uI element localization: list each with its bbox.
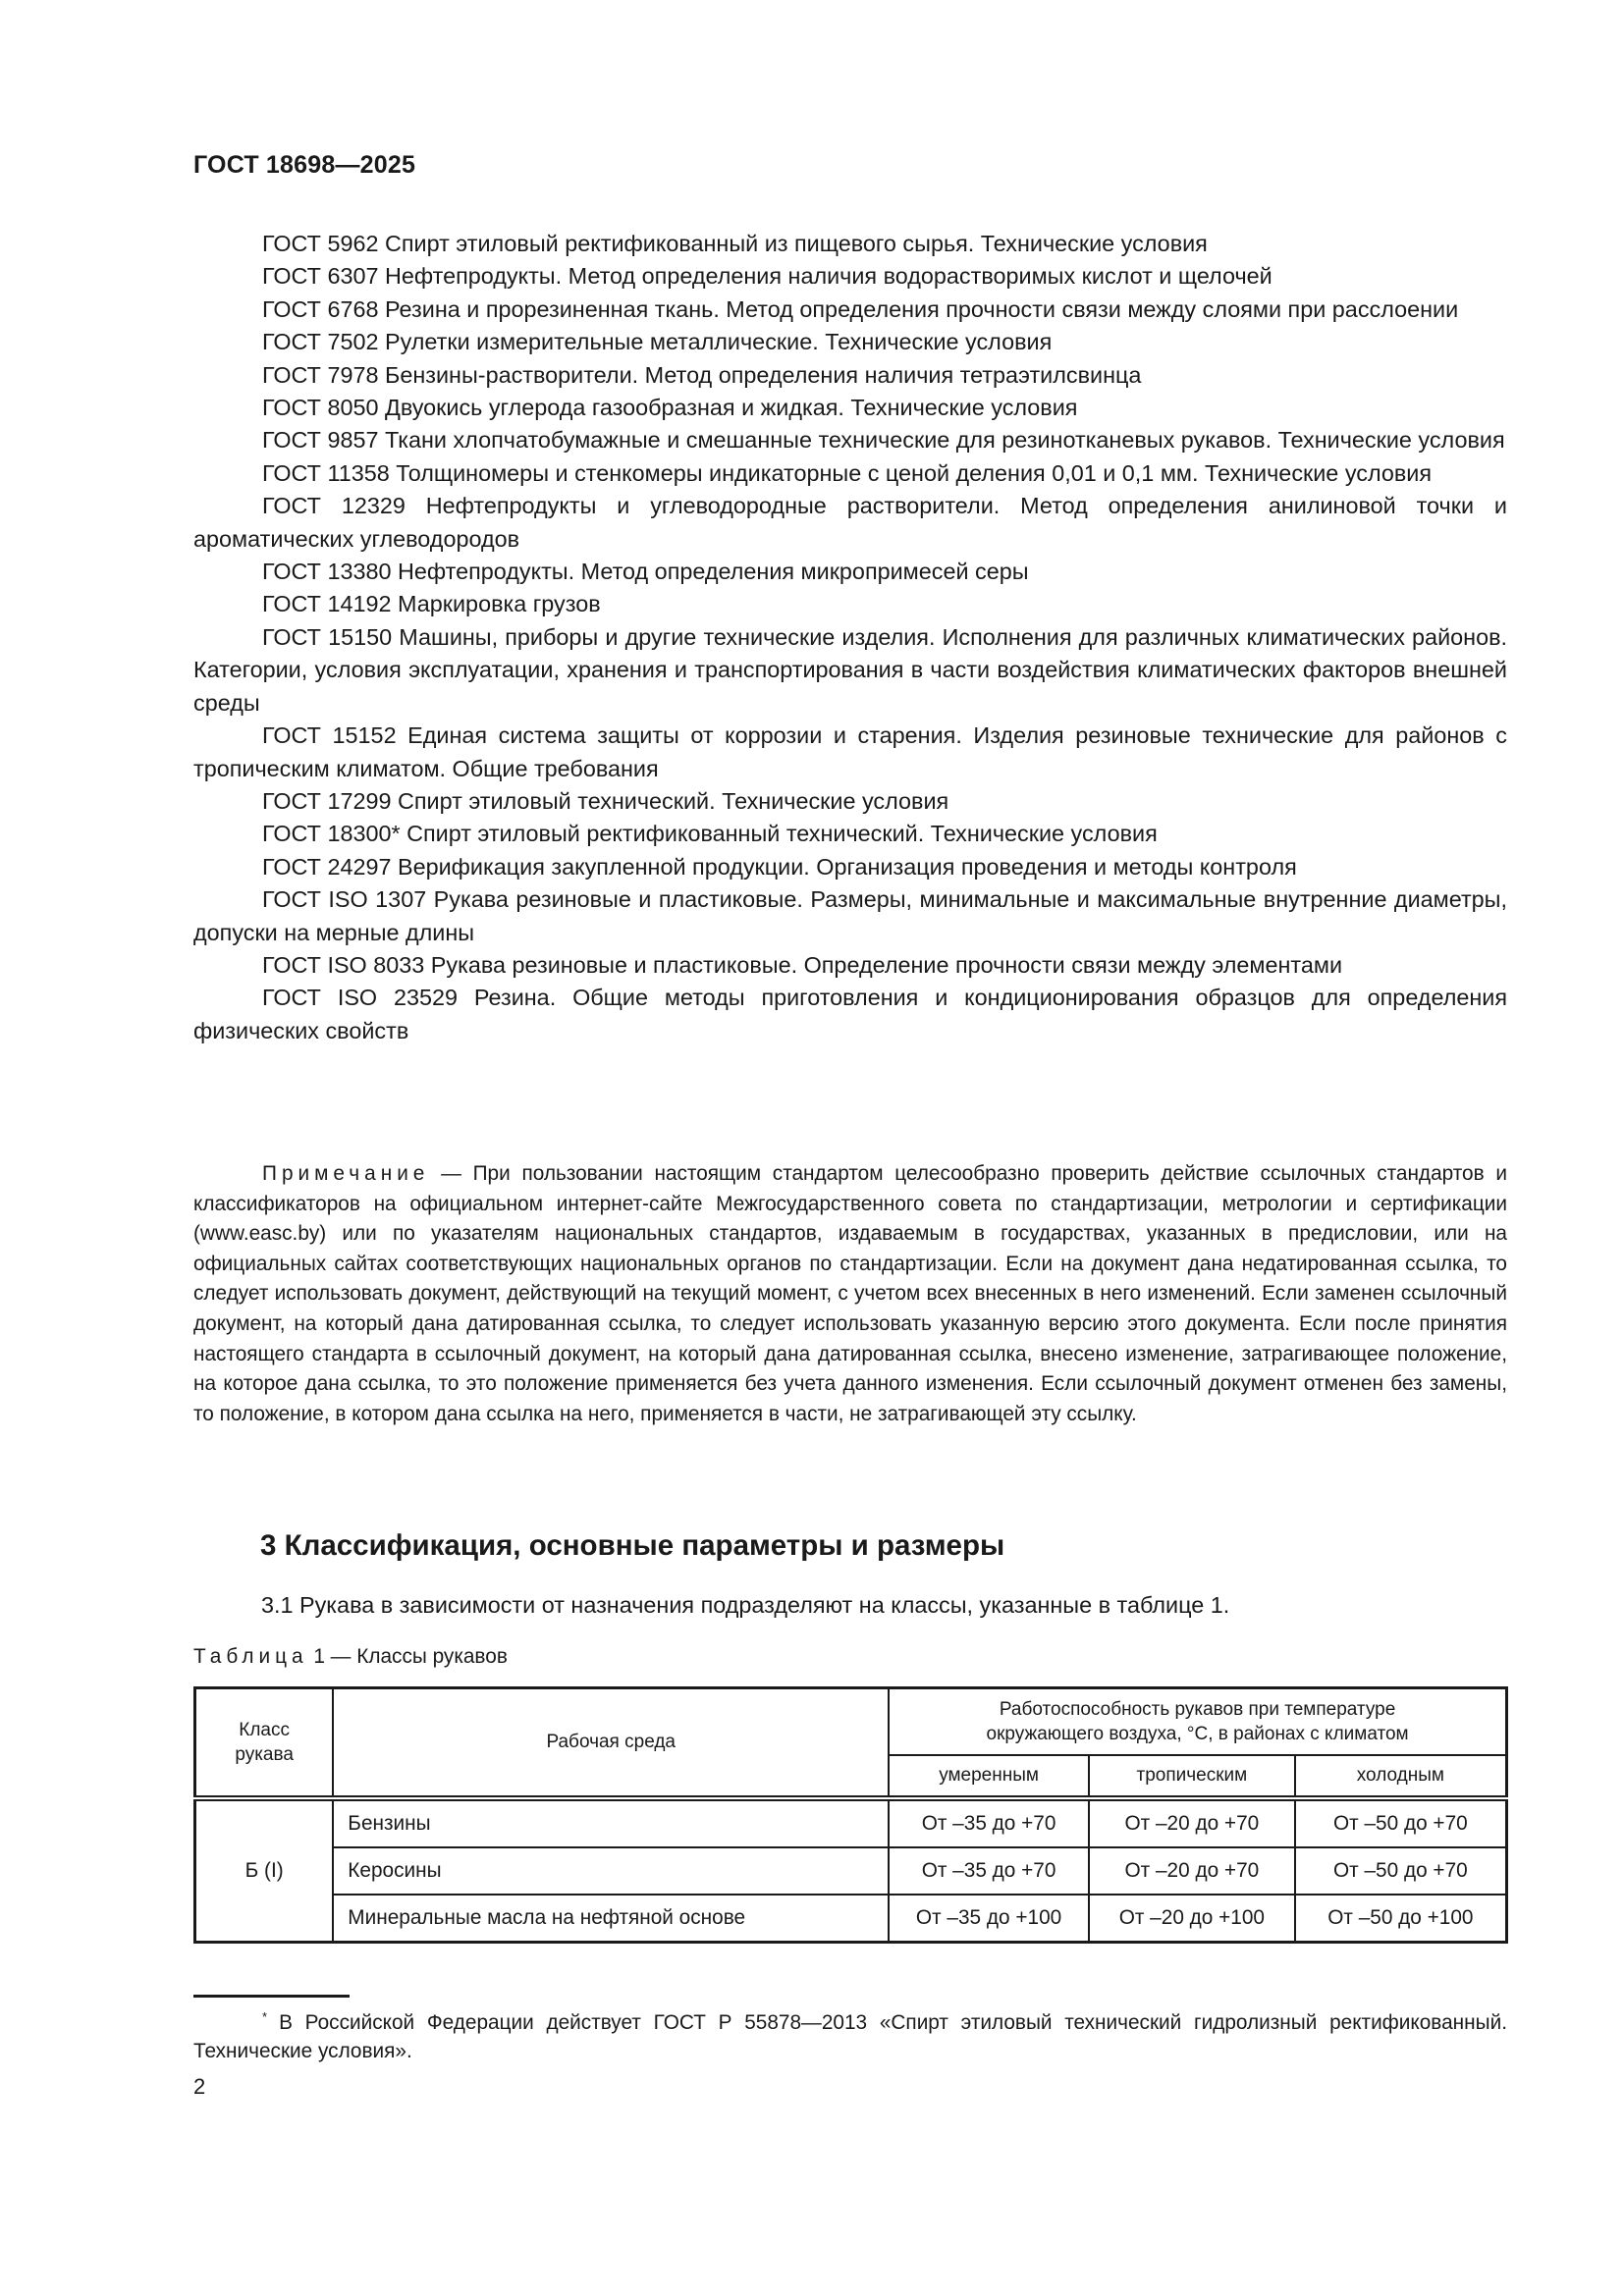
reference-item: ГОСТ 5962 Спирт этиловый ректификованный из пищевого сырья. Технические условия — [262, 231, 1208, 256]
normative-references-list — [193, 228, 1507, 1047]
reference-item: ГОСТ 7502 Рулетки измерительные металлические. Технические условия — [262, 329, 1053, 355]
reference-item: ГОСТ 14192 Маркировка грузов — [262, 591, 601, 617]
header-climate-tropical: тропическим — [1089, 1755, 1295, 1798]
temp-cell: От –20 до +70 — [1089, 1847, 1295, 1895]
reference-item: ГОСТ 24297 Верификация закупленной продукции. Организация проведения и методы контроля — [262, 853, 1297, 880]
class-cell: Б (I) — [195, 1798, 334, 1943]
table-caption — [193, 1645, 508, 1669]
section-heading: 3 Классификация, основные параметры и размеры — [260, 1529, 1005, 1562]
note-text: — При пользовании настоящим стандартом целесообразно проверить действие ссылочных стандартов и классификаторов на официальном интернет-сайте Межгосударственного совета по стандартизации, метрологии и сертификации (www.easc.by) или по указателям национальных стандартов, издаваемым в государствах, указанных в предисловии, или на официальных сайтах соответствующих национальных органов по стандартизации. Если на документ дана недатированная ссылка, то следует использовать документ, действующий на текущий момент, с учетом всех внесенных в него изменений. Если заменен ссылочный документ, на который дана датированная ссылка, то следует использовать указанную версию этого документа. Если после принятия настоящего стандарта в ссылочный документ, на который дана датированная ссылка, внесено изменение, затрагивающее положение, на которое дана ссылка, то это положение применяется без учета данного изменения. Если ссылочный документ отменен без замены, то положение, в котором дана ссылка на него, применяется в части, не затрагивающей эту ссылку. — [193, 1162, 1507, 1425]
medium-cell: Керосины — [333, 1847, 889, 1895]
document-id-header: ГОСТ 18698—2025 — [193, 151, 416, 179]
reference-item: ГОСТ 6768 Резина и прорезиненная ткань. Метод определения прочности связи между слоями при расслоении — [262, 295, 1459, 322]
header-climate-cold: холодным — [1295, 1755, 1507, 1798]
table-caption-label: Таблица — [193, 1645, 308, 1668]
reference-item: ГОСТ 6307 Нефтепродукты. Метод определения наличия водорастворимых кислот и щелочей — [262, 263, 1272, 290]
medium-cell: Минеральные масла на нефтяной основе — [333, 1895, 889, 1943]
temp-cell: От –20 до +70 — [1089, 1798, 1295, 1847]
medium-cell: Бензины — [333, 1798, 889, 1847]
footnote-marker: * — [262, 2009, 268, 2024]
paragraph-3-1: 3.1 Рукава в зависимости от назначения подразделяют на классы, указанные в таблице 1. — [261, 1592, 1230, 1618]
header-class: Класс рукава — [195, 1688, 334, 1798]
hose-classes-table — [193, 1686, 1508, 1944]
reference-item: ГОСТ 18300* Спирт этиловый ректификованный технический. Технические условия — [262, 821, 1158, 847]
note-paragraph — [193, 1159, 1507, 1429]
reference-item: ГОСТ ISO 8033 Рукава резиновые и пластиковые. Определение прочности связи между элементами — [262, 951, 1343, 978]
reference-item: ГОСТ 17299 Спирт этиловый технический. Технические условия — [262, 787, 949, 814]
reference-item: ГОСТ 15150 Машины, приборы и другие технические изделия. Исполнения для различных климатических районов. Категории, условия эксплуатации, хранения и транспортирования в части воздействия климатических факторов внешней среды — [193, 623, 1507, 716]
temp-cell: От –50 до +70 — [1295, 1847, 1507, 1895]
table-caption-text: 1 — Классы рукавов — [307, 1645, 508, 1668]
header-performance: Работоспособность рукавов при температуре окружающего воздуха, °С, в районах с климатом — [889, 1688, 1506, 1755]
reference-item: ГОСТ 7978 Бензины-растворители. Метод определения наличия тетраэтилсвинца — [262, 361, 1142, 388]
reference-item: ГОСТ 15152 Единая система защиты от коррозии и старения. Изделия резиновые технические для районов с тропическим климатом. Общие требования — [193, 722, 1507, 781]
reference-item: ГОСТ 12329 Нефтепродукты и углеводородные растворители. Метод определения анилиновой точки и ароматических углеводородов — [193, 493, 1507, 552]
temp-cell: От –35 до +70 — [889, 1798, 1089, 1847]
header-medium: Рабочая среда — [333, 1688, 889, 1798]
table-row — [195, 1798, 1507, 1847]
header-climate-temperate: умеренным — [889, 1755, 1089, 1798]
reference-item: ГОСТ 11358 Толщиномеры и стенкомеры индикаторные с ценой деления 0,01 и 0,1 мм. Технические условия — [262, 459, 1433, 486]
temp-cell: От –20 до +100 — [1089, 1895, 1295, 1943]
reference-item: ГОСТ ISO 1307 Рукава резиновые и пластиковые. Размеры, минимальные и максимальные внутренние диаметры, допуски на мерные длины — [193, 886, 1507, 945]
note-block — [193, 1159, 1507, 1429]
reference-item: ГОСТ 9857 Ткани хлопчатобумажные и смешанные технические для резинотканевых рукавов. Технические условия — [262, 427, 1505, 454]
reference-item: ГОСТ 8050 Двуокись углерода газообразная и жидкая. Технические условия — [262, 395, 1078, 421]
footnote-separator — [193, 1995, 350, 1998]
table-row — [195, 1895, 1507, 1943]
reference-item: ГОСТ ISO 23529 Резина. Общие методы приготовления и кондиционирования образцов для определения физических свойств — [193, 985, 1507, 1043]
temp-cell: От –50 до +100 — [1295, 1895, 1507, 1943]
footnote — [193, 2002, 1507, 2065]
temp-cell: От –35 до +100 — [889, 1895, 1089, 1943]
footnote-text: В Российской Федерации действует ГОСТ Р 55878—2013 «Спирт этиловый технический гидролизный ректификованный. Технические условия». — [193, 2011, 1507, 2062]
page-number: 2 — [193, 2074, 206, 2099]
temp-cell: От –50 до +70 — [1295, 1798, 1507, 1847]
temp-cell: От –35 до +70 — [889, 1847, 1089, 1895]
note-label: Примечание — [262, 1162, 430, 1185]
reference-item: ГОСТ 13380 Нефтепродукты. Метод определения микропримесей серы — [262, 559, 1029, 585]
table-row — [195, 1847, 1507, 1895]
